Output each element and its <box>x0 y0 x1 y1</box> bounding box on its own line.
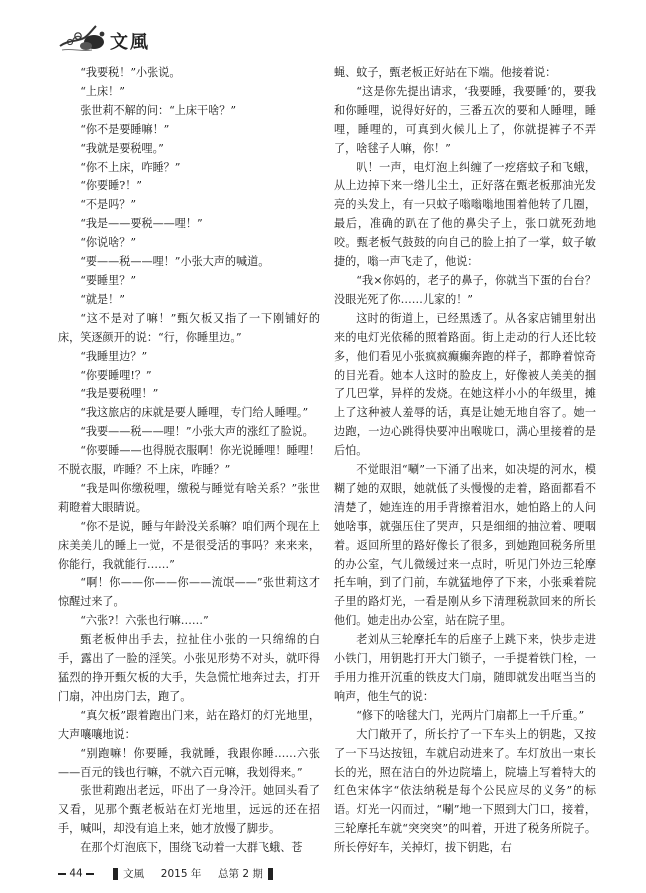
left-column-paragraph: “我是——要税——哩！” <box>80 217 203 231</box>
right-column-paragraph: 不觉眼泪“唰”一下涌了出来，如决堤的河水，模糊了她的双眼，她就低了头慢慢的走着，路面都看不清楚了，她连连的用手背擦着泪水，她怕路上的人问她啥事，就强压住了哭声，只是细细的抽泣着、哽咽着。返回所里的路好像长了很多，到她跑回税务所里的办公室，气儿微缓过来一点时，听见门外边三轮摩托车响，到了门前，车就猛地停了下来，小张乘着院子里的路灯光，一看是刚从乡下清理税款回来的所长他们。她走出办公室，站在院子里。 <box>334 463 596 628</box>
footer-magazine: 文風 <box>123 868 145 880</box>
right-column-paragraph: 老刘从三轮摩托车的后座子上跳下来，快步走进小铁门，用钥匙打开大门锁子，一手提着铁门栓，一手用力推开沉重的铁皮大门扇，随即就发出哐当当的响声，他生气的说： <box>334 633 596 703</box>
left-column-paragraph: “别跑嘛！你要睡，我就睡，我跟你睡……六张——百元的钱也行嘛，不就六百元嘛，我划得来。” <box>58 746 320 779</box>
left-column-paragraph: “你说啥？” <box>80 236 137 250</box>
right-column-paragraph: 这时的街道上，已经黑透了。从各家店铺里射出来的电灯光依稀的照着路面。街上走动的行人还比较多，他们看见小张疯疯癫癫奔跑的样子，都睁着惊奇的目光看。她本人这时的脸皮上，好像被人美美的掴了几巴掌，异样的发烧。在她这样小小的年级里，摊上了这种被人羞辱的话，真是让她无地自容了。她一边跑，一边心跳得快要冲出喉咙口，满心里接着的是后怕。 <box>334 311 596 458</box>
page-header <box>58 20 258 60</box>
left-column-paragraph: “啊！你——你——你——流氓——”张世莉这才惊醒过来了。 <box>58 576 320 609</box>
right-column-paragraph: 叭！一声，电灯泡上纠缠了一疙瘩蚊子和飞蛾，从上边掉下来一绺儿尘土，正好落在甄老板那油光发亮的头发上，有一只蚊子嗡嗡嗡地围着他转了几圈，最后，准确的趴在了他的鼻尖子上，张口就死劲地咬。甄老板气鼓鼓的向自己的脸上拍了一掌，蚊子敏捷的，嗡一声飞走了，他说： <box>334 160 596 269</box>
right-column-paragraph: 大门敞开了，所长拧了一下车头上的钥匙，又按了一下马达按钮，车就启动进来了。车灯放出一束长长的光，照在洁白的外边院墙上，院墙上写着特大的红色宋体字“依法纳税是每个公民应尽的义务”的标语。灯光一闪而过，“唰”地一下照到大门口，接着，三轮摩托车就“突突突”的叫着，开进了税务所院子。所长停好车，关掉灯，拔下钥匙，右 <box>334 727 596 855</box>
left-column-paragraph: “我是叫你缴税哩，缴税与睡觉有啥关系？”张世莉瞪着大眼睛说。 <box>58 481 320 514</box>
left-column-paragraph: “你不上床，咋睡？” <box>80 160 181 174</box>
left-column-paragraph: 张世莉不解的问：“上床干啥？” <box>80 103 237 117</box>
left-column-paragraph: “要睡里？” <box>80 273 137 287</box>
left-column-paragraph: “上床！” <box>80 84 125 98</box>
left-column-paragraph: “你要睡?！” <box>80 179 142 193</box>
right-column-paragraph: “修下的啥毬大门，光两片门扇都上一千斤重。” <box>356 708 585 722</box>
left-column-paragraph: “你不是说，睡与年龄没关系嘛？咱们两个现在上床美美儿的睡上一觉，不是很受活的事吗？来来来，你能行，我就能行……” <box>58 519 320 571</box>
left-column-paragraph: 在那个灯泡底下，围绕飞动着一大群飞蛾、苍 <box>80 841 303 855</box>
page-number: 44 <box>69 867 83 880</box>
left-column-paragraph: “我是要税哩！” <box>80 387 159 401</box>
left-column <box>58 64 320 858</box>
left-column-paragraph: “六张?！六张也行嘛……” <box>80 614 209 628</box>
left-column-paragraph: “就是！” <box>80 292 125 306</box>
left-column-paragraph: “我要税！”小张说。 <box>80 66 181 79</box>
left-column-paragraph: 甄老板伸出手去，拉扯住小张的一只绵绵的白手，露出了一脸的淫笑。小张见形势不对头，就吓得猛烈的挣开甄欠板的大手，失急慌忙地奔过去，打开门扇，冲出房门去，跑了。 <box>58 633 320 703</box>
left-column-paragraph: “这不是对了嘛！”甄欠板又指了一下刚铺好的床，笑逐颜开的说：“行，你睡里边。” <box>58 311 320 344</box>
left-column-paragraph: “你要睡哩!？” <box>80 368 152 382</box>
left-column-paragraph: “要——税——哩！”小张大声的喊道。 <box>80 255 270 269</box>
left-column-paragraph: “不是吗？” <box>80 198 137 212</box>
right-column-paragraph: “我×你妈的，老子的鼻子，你就当下蛋的台台？没眼光死了你……儿家的！” <box>334 273 596 306</box>
left-column-paragraph: “你要睡——也得脱衣服啊！你光说睡哩！睡哩！不脱衣服，咋睡？不上床，咋睡？” <box>58 444 320 477</box>
left-column-paragraph: “真欠板”跟着跑出门来，站在路灯的灯光地里，大声嚷嚷地说： <box>58 708 320 741</box>
page-footer <box>58 866 578 882</box>
left-column-paragraph: “我这旅店的床就是要人睡哩，专门给人睡哩。” <box>80 406 309 420</box>
footer-year: 2015 年 <box>160 868 202 880</box>
left-column-paragraph: “我睡里边？” <box>80 349 148 363</box>
left-column-paragraph: “我就是要税哩。” <box>80 141 164 155</box>
ink-plum-blossom-logo <box>58 20 110 56</box>
left-column-paragraph: “你不是要睡嘛！” <box>80 122 170 136</box>
left-column-paragraph: “我要——税——哩！”小张大声的涨红了脸说。 <box>80 425 314 439</box>
right-column <box>334 64 596 858</box>
left-column-paragraph: 张世莉跑出老远，吓出了一身冷汗。她回头看了又看，见那个甄老板站在灯光地里，远远的还在招手，喊叫，却没有追上来，她才放慢了脚步。 <box>58 784 320 836</box>
right-column-paragraph: “这是你先提出请求，‘我要睡，我要睡’的，要我和你睡哩，说得好好的，三番五次的要和人睡哩，睡哩，睡哩的，可真到火候儿上了，你就提裤子不弄了，啥毬子人嘛，你！” <box>334 84 596 155</box>
magazine-title: 文風 <box>110 32 150 53</box>
footer-issue: 总第 2 期 <box>218 868 263 880</box>
right-column-paragraph: 蝇、蚊子，甄老板正好站在下端。他接着说： <box>334 66 557 79</box>
